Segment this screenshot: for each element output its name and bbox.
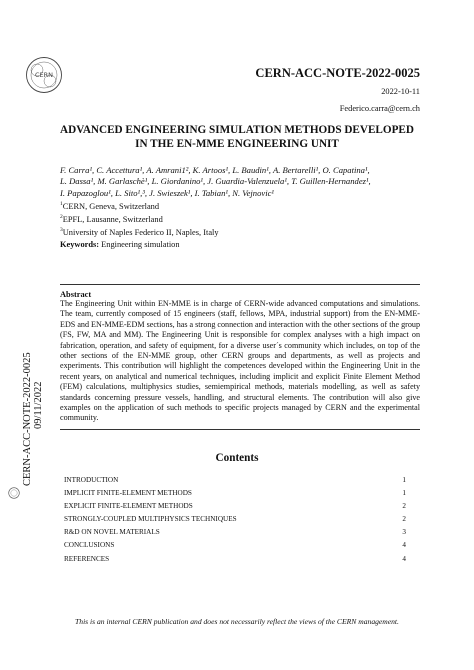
table-of-contents: [64, 474, 406, 566]
abstract-bottom-rule: [60, 429, 420, 430]
keywords-label: Keywords:: [60, 240, 100, 249]
paper-title: [60, 124, 414, 151]
affiliation-list: [60, 199, 219, 239]
side-date: 09/11/2022: [33, 381, 44, 429]
abstract-heading: Abstract: [60, 290, 92, 299]
affiliation-3: $^3$University of Naples Federico II, Naples, Italy: [60, 227, 219, 238]
side-stamp: [2, 286, 42, 486]
footer-disclaimer: This is an internal CERN publication and does not necessarily reflect the views of the CERN management.: [75, 617, 399, 626]
contact-email[interactable]: Federico.carra@cern.ch: [339, 104, 420, 113]
toc-item[interactable]: INTRODUCTION 1: [64, 476, 406, 484]
author-line-3: I. Papazoglou¹, L. Sito¹,³, J. Swieszek¹, I. Tabian¹, N. Vejnovic¹: [60, 187, 274, 198]
toc-item[interactable]: IMPLICIT FINITE-ELEMENT METHODS 1: [64, 489, 406, 498]
cern-logo: [25, 56, 63, 94]
author-line-2: L. Dassa¹, M. Garlaschè¹, L. Giordanino¹, J. Guardia-Valenzuela¹, T. Guillen-Hernandez¹,: [60, 176, 371, 187]
side-note-id: CERN-ACC-NOTE-2022-0025: [22, 352, 33, 486]
toc-item[interactable]: REFERENCES 4: [64, 554, 406, 563]
keywords-value: Engineering simulation: [99, 240, 180, 249]
affiliation-2: $^2$EPFL, Lausanne, Switzerland: [60, 214, 163, 224]
side-cern-logo-icon: [8, 486, 20, 498]
toc-item[interactable]: STRONGLY-COUPLED MULTIPHYSICS TECHNIQUES 2: [64, 515, 406, 524]
author-line-1: F. Carra¹, C. Accettura¹, A. Amrani1², K. Artoos¹, L. Baudin¹, A. Bertarelli¹, O. Capatina¹,: [60, 165, 370, 175]
abstract-top-rule: [60, 284, 420, 285]
abstract-body: The Engineering Unit within EN-MME is in charge of CERN-wide advanced computations and simulations. The team, currently composed of 15 engineers (staff, fellows, MPA, industrial support) from the EN-MME-EDS and EN-MME-EDM sections, has a strong connection and interaction with the other sections of the group (FS, FW, MA and MM). The Engineering Unit is responsible for complex analyses with a high impact on fabrication, operation, and safety of equipment, for a diverse user´s community which includes, on top of the other sections of the EN-MME group, other CERN groups and departments, as well as projects and experiments. This contribution will highlight the competences developed within the Engineering Unit in the recent years, on analytical and numerical techniques, including implicit and explicit Finite Element Method (FEM) calculations, multiphysics studies, semiempirical methods, materials modelling, as well as safety standards concerning pressure vessels, handling, and structural elements. The contribution will also give examples on the application of such methods to specific projects managed by CERN and the experimental community.: [60, 299, 420, 423]
contents-heading: Contents: [215, 452, 259, 464]
title-line-1: ADVANCED ENGINEERING SIMULATION METHODS DEVELOPED: [60, 124, 414, 136]
keywords: [60, 240, 180, 249]
toc-item[interactable]: CONCLUSIONS 4: [64, 541, 406, 550]
affiliation-1: $^1$CERN, Geneva, Switzerland: [60, 201, 160, 211]
author-list: [60, 165, 420, 199]
cern-logo-text: CERN: [34, 71, 54, 79]
toc-item[interactable]: EXPLICIT FINITE-ELEMENT METHODS 2: [64, 502, 406, 511]
toc-item[interactable]: R&D ON NOVEL MATERIALS 3: [64, 528, 406, 537]
title-line-2: IN THE EN-MME ENGINEERING UNIT: [135, 137, 339, 150]
note-id: CERN-ACC-NOTE-2022-0025: [255, 66, 420, 80]
publication-date: 2022-10-11: [381, 87, 420, 96]
